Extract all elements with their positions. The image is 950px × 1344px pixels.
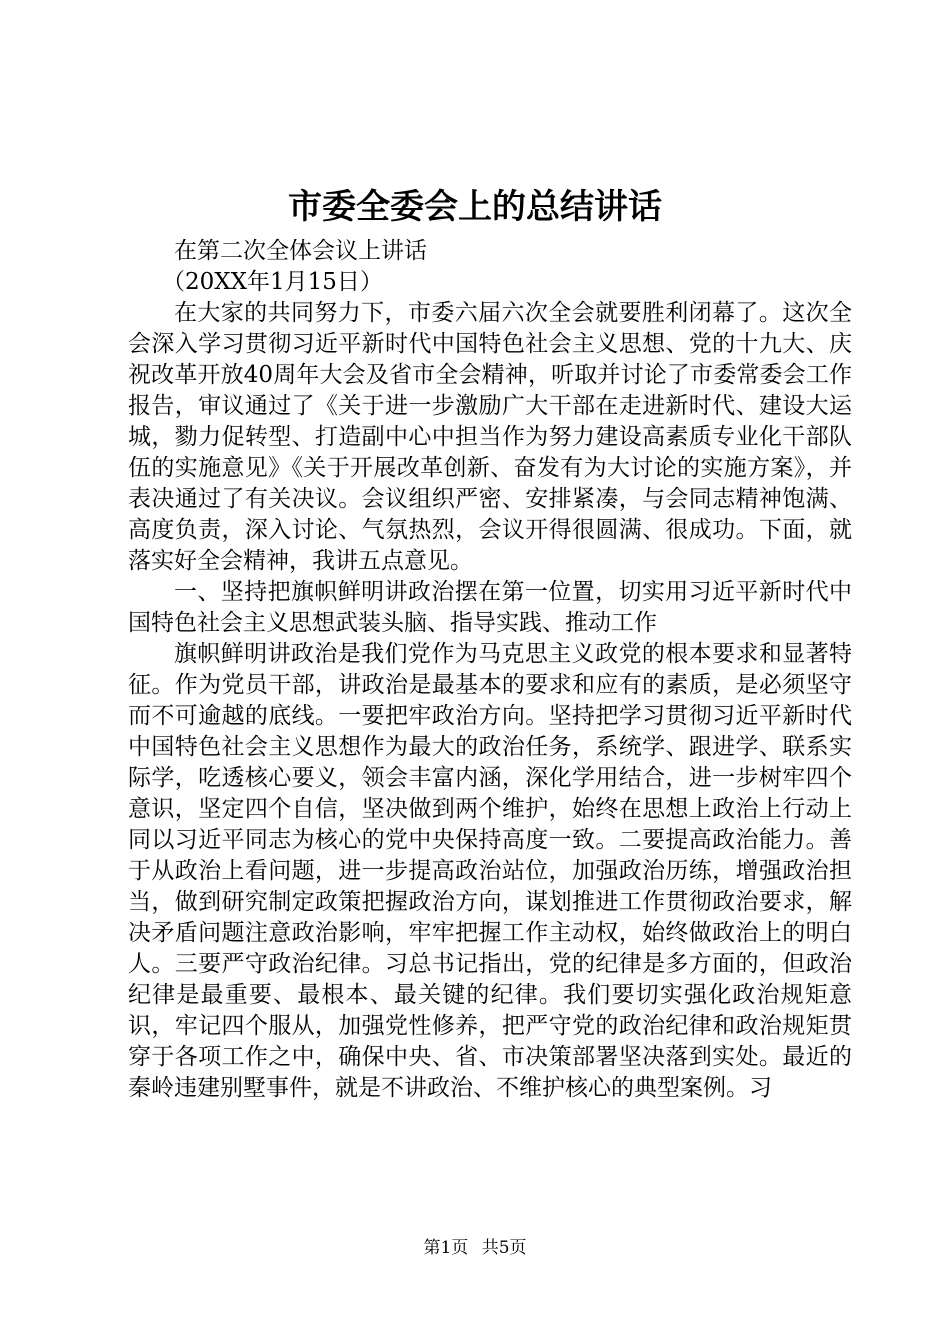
document-date: （20XX年1月15日）	[162, 269, 383, 295]
page-total: 共5页	[481, 1238, 527, 1258]
section-heading-one: 一、坚持把旗帜鲜明讲政治摆在第一位置，切实用习近平新时代中国特色社会主义思想武装头脑、指导实践、推动工作	[128, 579, 852, 636]
document-title: 市委全委会上的总结讲话	[288, 187, 662, 227]
paragraph-section-one: 旗帜鲜明讲政治是我们党作为马克思主义政党的根本要求和显著特征。作为党员干部，讲政治是最基本的要求和应有的素质，是必须坚守而不可逾越的底线。一要把牢政治方向。坚持把学习贯彻习近平新时代中国特色社会主义思想作为最大的政治任务，系统学、跟进学、联系实际学，吃透核心要义，领会丰富内涵，深化学用结合，进一步树牢四个意识，坚定四个自信，坚决做到两个维护，始终在思想上政治上行动上同以习近平同志为核心的党中央保持高度一致。二要提高政治能力。善于从政治上看问题，进一步提高政治站位，加强政治历练，增强政治担当，做到研究制定政策把握政治方向，谋划推进工作贯彻政治要求，解决矛盾问题注意政治影响，牢牢把握工作主动权，始终做政治上的明白人。三要严守政治纪律。习总书记指出，党的纪律是多方面的，但政治纪律是最重要、最根本、最关键的纪律。我们要切实强化政治规矩意识，牢记四个服从，加强党性修养，把严守党的政治纪律和政治规矩贯穿于各项工作之中，确保中央、省、市决策部署坚决落到实处。最近的秦岭违建别墅事件，就是不讲政治、不维护核心的典型案例。习	[128, 641, 852, 1101]
page-footer	[0, 1236, 950, 1260]
page-number: 第1页	[423, 1238, 469, 1258]
document-body	[128, 236, 852, 1104]
document-subtitle: 在第二次全体会议上讲话	[174, 238, 427, 264]
paragraph-intro: 在大家的共同努力下，市委六届六次全会就要胜利闭幕了。这次全会深入学习贯彻习近平新时代中国特色社会主义思想、党的十九大、庆祝改革开放40周年大会及省市全会精神，听取并讨论了市委常委会工作报告，审议通过了《关于进一步激励广大干部在走进新时代、建设大运城，勠力促转型、打造副中心中担当作为努力建设高素质专业化干部队伍的实施意见》《关于开展改革创新、奋发有为大讨论的实施方案》，并表决通过了有关决议。会议组织严密、安排紧凑，与会同志精神饱满、高度负责，深入讨论、气氛热烈，会议开得很圆满、很成功。下面，就落实好全会精神，我讲五点意见。	[128, 300, 852, 574]
